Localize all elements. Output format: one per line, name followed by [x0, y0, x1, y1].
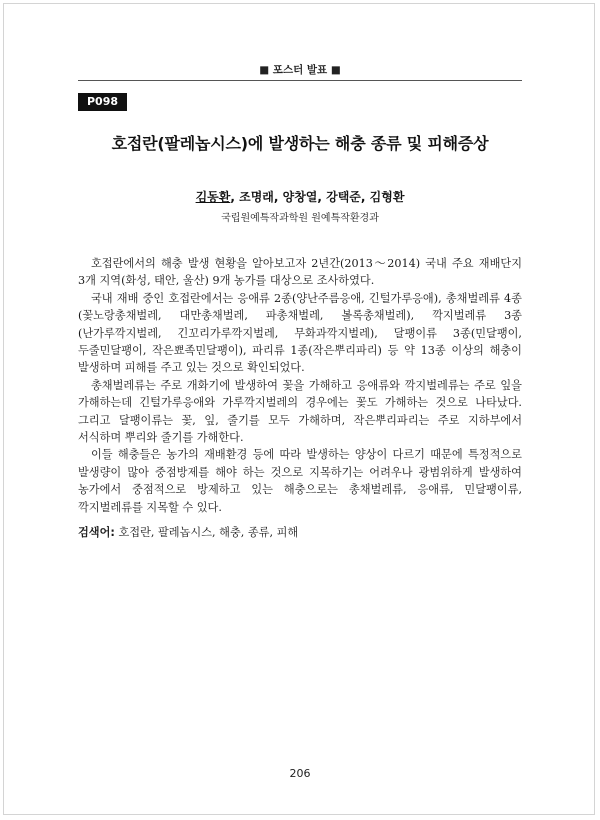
keywords [78, 524, 522, 541]
abstract-paragraph: 총채벌레류는 주로 개화기에 발생하여 꽃을 가해하고 응애류와 깍지벌레류는 주로 잎을 가해하는데 긴털가루응애와 가루깍지벌레의 경우에는 꽃도 가해하는 것으로 나타났다. 그리고 달팽이류는 꽃, 잎, 줄기를 모두 가해하며, 작은뿌리파리는 주로 지하부에서 서식하며 뿌리와 줄기를 가해한다. [78, 378, 522, 445]
section-header: ■ 포스터 발표 ■ [259, 64, 341, 76]
abstract-body [78, 255, 522, 516]
presenting-author: 김동환 [195, 190, 231, 204]
paper-title: 호접란(팔레놉시스)에 발생하는 해충 종류 및 피해증상 [111, 134, 489, 153]
author-list [78, 188, 522, 205]
keywords-text: 호접란, 팔레놉시스, 해충, 종류, 피해 [114, 526, 299, 539]
poster-id-badge: P098 [78, 93, 127, 111]
keywords-label: 검색어: [78, 526, 115, 539]
header-divider [78, 80, 522, 81]
co-authors: , 조명래, 양창열, 강택준, 김형환 [230, 190, 405, 204]
affiliation: 국립원예특작과학원 원예특작환경과 [221, 213, 379, 224]
page-number: 206 [289, 767, 311, 780]
abstract-paragraph: 호접란에서의 해충 발생 현황을 알아보고자 2년간(2013～2014) 국내 주요 재배단지 3개 지역(화성, 태안, 울산) 9개 농가를 대상으로 조사하였다. [78, 257, 522, 288]
abstract-paragraph: 이들 해충들은 농가의 재배환경 등에 따라 발생하는 양상이 다르기 때문에 특정적으로 발생량이 많아 중점방제를 해야 하는 것으로 지목하기는 어려우나 광범위하게 발생하여 농가에서 중점적으로 방제하고 있는 해충으로는 총채벌레류, 응애류, 민달팽이류, 깍지벌레류를 지목할 수 있다. [78, 448, 522, 514]
abstract-paragraph: 국내 재배 중인 호접란에서는 응애류 2종(양난주름응애, 긴털가루응애), 총채벌레류 4종(꽃노랑총채벌레, 대만총채벌레, 파총채벌레, 볼록총채벌레), 깍지벌레류 3종(난가루깍지벌레, 긴꼬리가루깍지벌레, 무화과깍지벌레), 달팽이류 3종(민달팽이, 두줄민달팽이, 작은뾰족민달팽이), 파리류 1종(작은뿌리파리) 등 약 13종 이상의 해충이 발생하며 피해를 주고 있는 것으로 확인되었다. [78, 291, 522, 375]
